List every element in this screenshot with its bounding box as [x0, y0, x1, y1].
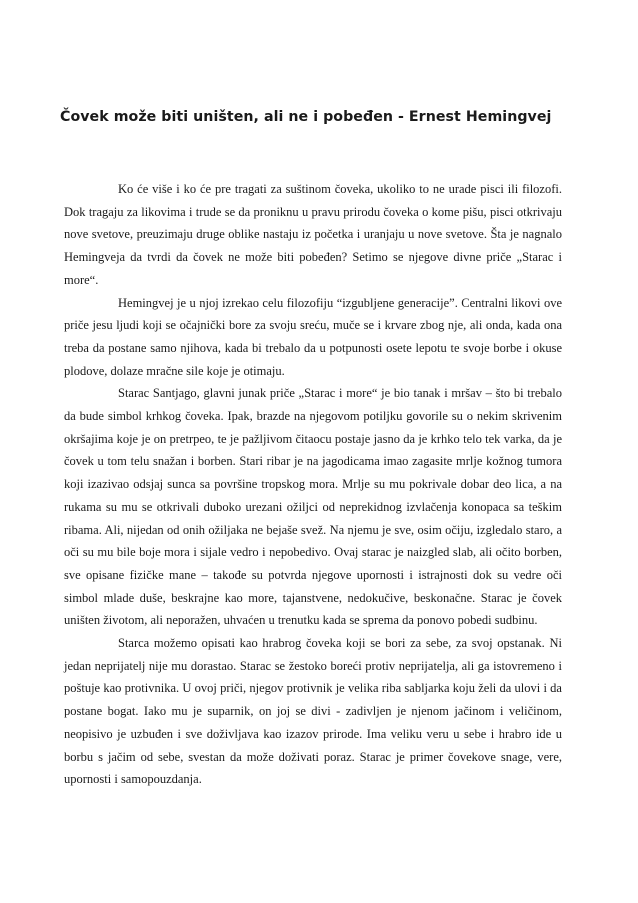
paragraph: Hemingvej je u njoj izrekao celu filozofiju “izgubljene generacije”. Centralni likovi ove priče jesu ljudi koji se očajnički bore za svoju sreću, muče se i krvare zbog nje, ali onda, kada ona treba da postane samo njihova, kada bi trebalo da u potpunosti osete lepotu te svoje borbe i okuse plodove, dolaze mračne sile koje je otimaju. [64, 295, 562, 378]
paragraph: Starca možemo opisati kao hrabrog čoveka koji se bori za sebe, za svoj opstanak. Ni jedan neprijatelj nije mu dorastao. Starac se žestoko boreći protiv neprijatelja, ali ga istovremeno i poštuje kao protivnika. U ovoj priči, njegov protivnik je velika riba sabljarka koju želi da ulovi i da postane bogat. Iako mu je suparnik, on joj se divi - zadivljen je njenom jačinom i veličinom, neopisivo je uzbuđen i sve doživljava kao izazov prirode. Ima veliku veru u sebe i hrabro ide u borbu s jačim od sebe, svestan da može doživati poraz. Starac je primer čovekove snage, vere, upornosti i samopouzdanja. [64, 636, 562, 787]
paragraph: Ko će više i ko će pre tragati za suštinom čoveka, ukoliko to ne urade pisci ili filozofi. Dok tragaju za likovima i trude se da proniknu u pravu prirodu čoveka o kome pišu, pisci otkrivaju nove svetove, preuzimaju druge oblike nastaju iz početka i uranjaju u nove svetove. Šta je nagnalo Hemingveja da tvrdi da čovek ne može biti pobeđen? Setimo se njegove divne priče „Starac i more“. [64, 182, 562, 287]
document-title: Čovek može biti uništen, ali ne i pobeđen - Ernest Hemingvej [60, 109, 552, 125]
paragraph: Starac Santjago, glavni junak priče „Starac i more“ je bio tanak i mršav – što bi trebalo da bude simbol krhkog čoveka. Ipak, brazde na njegovom potiljku govorile su o nekim skrivenim okršajima koje je on pretrpeo, te je pažljivom čitaocu postaje jasno da je krhko telo tek varka, da je čovek u tom telu snažan i borben. Stari ribar je na jagodicama imao zagasite mrlje kožnog tumora koji izazivao odsjaj sunca sa površine tropskog mora. Mrlje su mu pokrivale dobar deo lica, a na rukama su mu se otkrivali duboko urezani ožiljci od neprekidnog izvlačenja konopaca sa teškim ribama. Ali, nijedan od onih ožiljaka ne bejaše svež. Na njemu je sve, osim očiju, izgledalo staro, a oči su mu bile boje mora i sijale vedro i nepobedivo. Ovaj starac je naizgled slab, ali očito borben, sve opisane fizičke mane – takođe su potvrda njegove upornosti i istrajnosti dok su vedre oči simbol mlade duše, beskrajne kao more, tajanstvene, nedokučive, beskonačne. Starac je čovek uništen životom, ali neporažen, uhvaćen u trenutku kada se sprema da ponovo pobedi sudbinu. [64, 386, 562, 628]
document-body [64, 178, 562, 791]
